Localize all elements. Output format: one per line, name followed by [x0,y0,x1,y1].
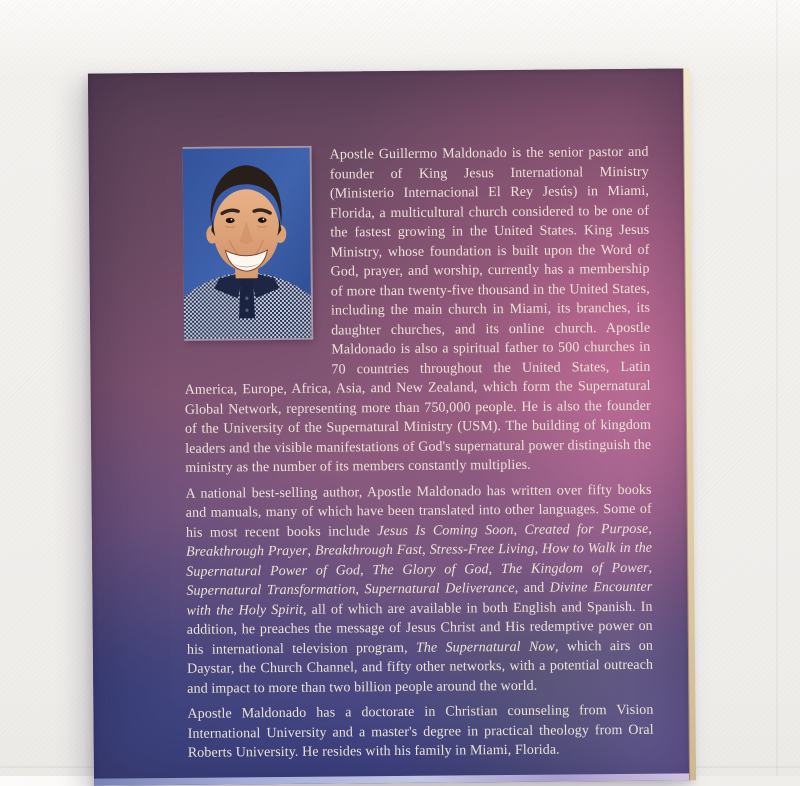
bio-paragraph-1: Apostle Guillermo Maldonado is the senior pastor and founder of King Jesus International Ministry (Ministerio Internacional El Rey Jesús) in Miami, Florida, a multicultural church considered to be one of the fastest growing in the United States. King Jesus Ministry, whose foundation is built upon the Word of God, prayer, and worship, currently has a membership of more than twenty-five thousand in the United States, including the main church in Miami, its branches, its daughter churches, and its online church. Apostle Maldonado is also a spiritual father to 500 churches in 70 countries throughout the United States, Latin America, Europe, Africa, Asia, and New Zealand, which form the Supernatural Global Network, representing more than 750,000 people. He is also the founder of the University of the Supernatural Ministry (USM). The building of kingdom leaders and the visible manifestations of God's supernatural power distinguish the ministry as the number of its members constantly multiplies. [184,144,652,476]
author-photo [183,148,312,339]
bio-text-block [183,143,654,777]
wall-corner-line [776,0,778,776]
bio-paragraph-3: Apostle Maldonado has a doctorate in Christian counseling from Vision International University and a master's degree in practical theology from Oral Roberts University. He resides with his family in Miami, Florida. [187,702,654,761]
bio-paragraph-2: A national best-selling author, Apostle Maldonado has written over fifty books and manuals, many of which have been translated into other languages. Some of his most recent books include Jesus Is Coming Soon, Created for Purpose, Breakthrough Prayer, Breakthrough Fast, Stress-Free Living, How to Walk in the Supernatural Power of God, The Glory of God, The Kingdom of Power, Supernatural Transformation, Supernatural Deliverance, and Divine Encounter with the Holy Spirit, all of which are available in both English and Spanish. In addition, he preaches the message of Jesus Christ and His redemptive power on his international television program, The Supernatural Now, which airs on Daystar, the Church Channel, and fifty other networks, with a potential outreach and impact to more than two billion people around the world. [185,482,654,697]
cover-bottom-light-band [94,773,690,785]
book-back-cover [88,68,696,785]
author-portrait-illustration [183,148,312,339]
cover-surface [88,68,690,785]
